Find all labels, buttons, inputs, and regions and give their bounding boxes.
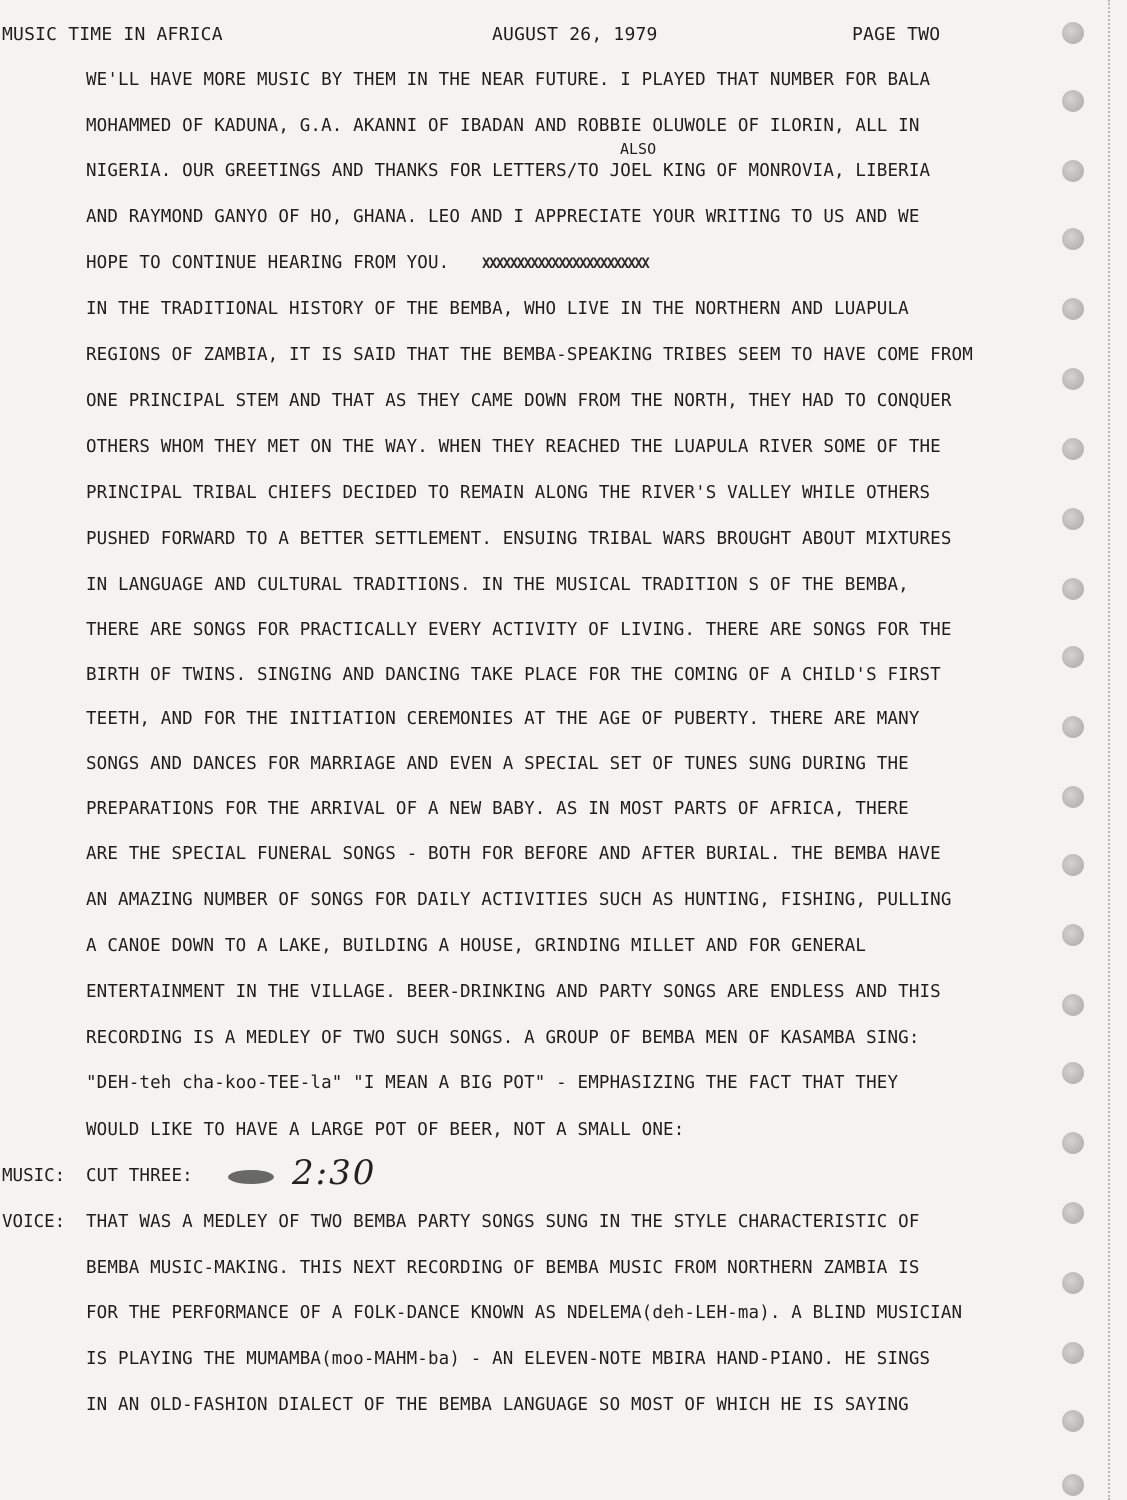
voice-cue-label: VOICE: [2, 1212, 66, 1232]
broadcast-date: AUGUST 26, 1979 [492, 24, 658, 45]
feed-hole [1062, 90, 1084, 112]
body-line: MOHAMMED OF KADUNA, G.A. AKANNI OF IBADAN AND ROBBIE OLUWOLE OF ILORIN, ALL IN [86, 116, 920, 136]
page-number: PAGE TWO [852, 24, 941, 45]
tractor-feed-strip [1058, 0, 1098, 1500]
feed-hole [1062, 1202, 1084, 1224]
feed-hole [1062, 854, 1084, 876]
body-line: SONGS AND DANCES FOR MARRIAGE AND EVEN A SPECIAL SET OF TUNES SUNG DURING THE [86, 754, 909, 774]
body-line: PUSHED FORWARD TO A BETTER SETTLEMENT. ENSUING TRIBAL WARS BROUGHT ABOUT MIXTURES [86, 529, 952, 549]
feed-hole [1062, 160, 1084, 182]
body-line: "DEH-teh cha-koo-TEE-la" "I MEAN A BIG POT" - EMPHASIZING THE FACT THAT THEY [86, 1073, 899, 1093]
feed-hole [1062, 786, 1084, 808]
page-header [0, 24, 1050, 50]
feed-hole [1062, 924, 1084, 946]
handwritten-insertion: ALSO [620, 140, 657, 158]
body-line: REGIONS OF ZAMBIA, IT IS SAID THAT THE BEMBA-SPEAKING TRIBES SEEM TO HAVE COME FROM [86, 345, 973, 365]
body-line: IN THE TRADITIONAL HISTORY OF THE BEMBA, WHO LIVE IN THE NORTHERN AND LUAPULA [86, 299, 909, 319]
voice-line: FOR THE PERFORMANCE OF A FOLK-DANCE KNOWN AS NDELEMA(deh-LEH-ma). A BLIND MUSICIAN [86, 1303, 963, 1323]
music-cue-text: CUT THREE: [86, 1166, 193, 1186]
body-line: OTHERS WHOM THEY MET ON THE WAY. WHEN THEY REACHED THE LUAPULA RIVER SOME OF THE [86, 437, 941, 457]
feed-hole [1062, 368, 1084, 390]
feed-hole [1062, 228, 1084, 250]
body-line: THERE ARE SONGS FOR PRACTICALLY EVERY ACTIVITY OF LIVING. THERE ARE SONGS FOR THE [86, 620, 952, 640]
body-line: WOULD LIKE TO HAVE A LARGE POT OF BEER, NOT A SMALL ONE: [86, 1120, 685, 1140]
feed-hole [1062, 508, 1084, 530]
feed-hole [1062, 1132, 1084, 1154]
voice-line: THAT WAS A MEDLEY OF TWO BEMBA PARTY SONGS SUNG IN THE STYLE CHARACTERISTIC OF [86, 1212, 920, 1232]
voice-line: IS PLAYING THE MUMAMBA(moo-MAHM-ba) - AN ELEVEN-NOTE MBIRA HAND-PIANO. HE SINGS [86, 1349, 931, 1369]
feed-hole [1062, 1410, 1084, 1432]
feed-hole [1062, 1474, 1084, 1496]
program-title: MUSIC TIME IN AFRICA [2, 24, 223, 45]
body-line: TEETH, AND FOR THE INITIATION CEREMONIES AT THE AGE OF PUBERTY. THERE ARE MANY [86, 709, 920, 729]
ink-smudge [228, 1170, 274, 1184]
struck-out-text: XXXXXXXXXXXXXXXXXXXXXXXX [482, 256, 649, 272]
body-line: ENTERTAINMENT IN THE VILLAGE. BEER-DRINKING AND PARTY SONGS ARE ENDLESS AND THIS [86, 982, 941, 1002]
body-line [86, 253, 648, 273]
body-line: BIRTH OF TWINS. SINGING AND DANCING TAKE PLACE FOR THE COMING OF A CHILD'S FIRST [86, 665, 941, 685]
body-line: ONE PRINCIPAL STEM AND THAT AS THEY CAME DOWN FROM THE NORTH, THEY HAD TO CONQUER [86, 391, 952, 411]
body-line: PREPARATIONS FOR THE ARRIVAL OF A NEW BABY. AS IN MOST PARTS OF AFRICA, THERE [86, 799, 909, 819]
feed-hole [1062, 22, 1084, 44]
handwritten-duration: 2:30 [292, 1153, 377, 1193]
feed-hole [1062, 438, 1084, 460]
body-line: NIGERIA. OUR GREETINGS AND THANKS FOR LETTERS/TO JOEL KING OF MONROVIA, LIBERIA [86, 161, 931, 181]
feed-hole [1062, 716, 1084, 738]
perforation-line [1108, 0, 1110, 1500]
body-line: AND RAYMOND GANYO OF HO, GHANA. LEO AND I APPRECIATE YOUR WRITING TO US AND WE [86, 207, 920, 227]
body-line: WE'LL HAVE MORE MUSIC BY THEM IN THE NEAR FUTURE. I PLAYED THAT NUMBER FOR BALA [86, 70, 931, 90]
voice-line: IN AN OLD-FASHION DIALECT OF THE BEMBA LANGUAGE SO MOST OF WHICH HE IS SAYING [86, 1395, 909, 1415]
feed-hole [1062, 1272, 1084, 1294]
body-line: IN LANGUAGE AND CULTURAL TRADITIONS. IN THE MUSICAL TRADITION S OF THE BEMBA, [86, 575, 909, 595]
feed-hole [1062, 578, 1084, 600]
body-line: A CANOE DOWN TO A LAKE, BUILDING A HOUSE, GRINDING MILLET AND FOR GENERAL [86, 936, 867, 956]
body-line: AN AMAZING NUMBER OF SONGS FOR DAILY ACTIVITIES SUCH AS HUNTING, FISHING, PULLING [86, 890, 952, 910]
feed-hole [1062, 1062, 1084, 1084]
voice-line: BEMBA MUSIC-MAKING. THIS NEXT RECORDING OF BEMBA MUSIC FROM NORTHERN ZAMBIA IS [86, 1258, 920, 1278]
body-line: ARE THE SPECIAL FUNERAL SONGS - BOTH FOR BEFORE AND AFTER BURIAL. THE BEMBA HAVE [86, 844, 941, 864]
feed-hole [1062, 646, 1084, 668]
body-line: RECORDING IS A MEDLEY OF TWO SUCH SONGS. A GROUP OF BEMBA MEN OF KASAMBA SING: [86, 1028, 920, 1048]
body-line: PRINCIPAL TRIBAL CHIEFS DECIDED TO REMAIN ALONG THE RIVER'S VALLEY WHILE OTHERS [86, 483, 931, 503]
music-cue-label: MUSIC: [2, 1166, 66, 1186]
body-line-text: HOPE TO CONTINUE HEARING FROM YOU. [86, 253, 450, 273]
feed-hole [1062, 298, 1084, 320]
feed-hole [1062, 1342, 1084, 1364]
feed-hole [1062, 994, 1084, 1016]
